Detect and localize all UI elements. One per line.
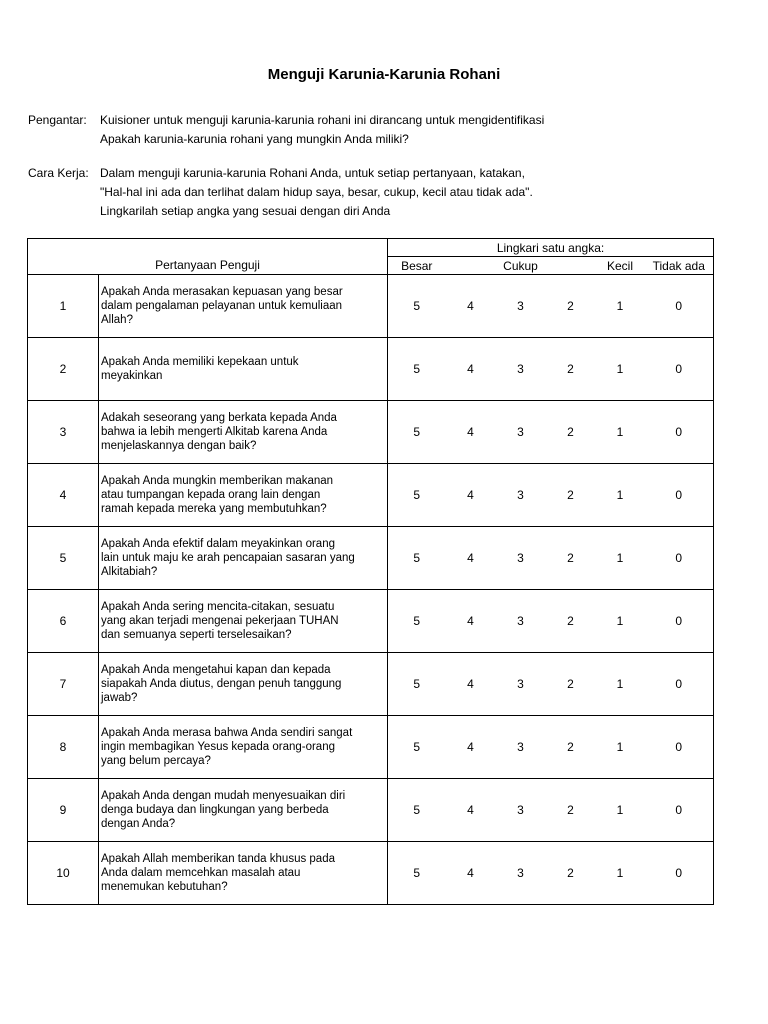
question-text-line: Apakah Anda merasakan kepuasan yang besar [101,286,343,298]
score-option[interactable]: 0 [645,527,714,590]
table-row [28,464,714,527]
score-option[interactable]: 3 [496,527,546,590]
score-option[interactable]: 0 [645,338,714,401]
score-option[interactable]: 1 [596,779,645,842]
score-option[interactable]: 0 [645,716,714,779]
score-option[interactable]: 5 [388,716,446,779]
score-option[interactable]: 1 [596,464,645,527]
table-row [28,716,714,779]
question-text-line: dengan Anda? [101,818,176,830]
question-text-line: Apakah Anda mungkin memberikan makanan [101,475,334,487]
scale-label: Kecil [596,257,645,275]
question-text-line: ramah kepada mereka yang membutuhkan? [101,503,327,515]
question-text-line: siapakah Anda diutus, dengan penuh tanggung [101,678,342,690]
score-option[interactable]: 5 [388,464,446,527]
question-text [99,842,388,905]
score-option[interactable]: 3 [496,653,546,716]
scale-label: Cukup [496,257,546,275]
question-text-line: yang belum percaya? [101,755,211,767]
question-number: 10 [28,842,99,905]
score-option[interactable]: 3 [496,401,546,464]
score-option[interactable]: 2 [546,716,596,779]
question-text-line: dan semuanya seperti terselesaikan? [101,629,292,641]
question-number: 6 [28,590,99,653]
question-text-line: menemukan kebutuhan? [101,881,228,893]
score-option[interactable]: 5 [388,275,446,338]
intro-line: Apakah karunia-karunia rohani yang mungkin Anda miliki? [100,132,409,146]
score-option[interactable]: 2 [546,527,596,590]
score-option[interactable]: 0 [645,401,714,464]
question-text-line: Allah? [101,314,133,326]
table-row [28,338,714,401]
score-option[interactable]: 1 [596,716,645,779]
score-option[interactable]: 5 [388,779,446,842]
table-row [28,653,714,716]
question-text-line: Apakah Anda mengetahui kapan dan kepada [101,664,331,676]
question-text-line: Apakah Anda dengan mudah menyesuaikan diri [101,790,346,802]
question-header: Pertanyaan Penguji [28,239,388,275]
score-option[interactable]: 4 [446,779,496,842]
question-text-line: bahwa ia lebih mengerti Alkitab karena Anda [101,426,328,438]
question-text-line: Apakah Anda merasa bahwa Anda sendiri sangat [101,727,353,739]
table-row [28,527,714,590]
question-text [99,401,388,464]
score-option[interactable]: 3 [496,338,546,401]
score-option[interactable]: 0 [645,275,714,338]
question-text [99,527,388,590]
question-number: 5 [28,527,99,590]
page-title: Menguji Karunia-Karunia Rohani [267,66,501,83]
table-row [28,590,714,653]
score-option[interactable]: 5 [388,338,446,401]
score-option[interactable]: 0 [645,653,714,716]
score-option[interactable]: 4 [446,401,496,464]
question-number: 4 [28,464,99,527]
score-option[interactable]: 3 [496,275,546,338]
score-option[interactable]: 3 [496,842,546,905]
score-option[interactable]: 4 [446,653,496,716]
score-option[interactable]: 1 [596,590,645,653]
score-option[interactable]: 5 [388,590,446,653]
score-option[interactable]: 3 [496,779,546,842]
score-option[interactable]: 1 [596,275,645,338]
scale-label: Tidak ada [645,257,714,275]
score-option[interactable]: 3 [496,464,546,527]
score-option[interactable]: 4 [446,590,496,653]
score-option[interactable]: 1 [596,401,645,464]
question-table [27,238,714,905]
intro-text [100,111,660,149]
score-option[interactable]: 1 [596,338,645,401]
question-number: 2 [28,338,99,401]
score-option[interactable]: 5 [388,842,446,905]
question-text [99,590,388,653]
intro-line: Kuisioner untuk menguji karunia-karunia rohani ini dirancang untuk mengidentifikasi [100,113,545,127]
question-text-line: Alkitabiah? [101,566,158,578]
score-option[interactable]: 1 [596,527,645,590]
scale-label: Besar [388,257,446,275]
method-label: Cara Kerja: [28,166,89,180]
table-row [28,842,714,905]
question-text [99,779,388,842]
score-option[interactable]: 2 [546,779,596,842]
question-text-line: Apakah Anda efektif dalam meyakinkan orang [101,538,335,550]
score-option[interactable]: 5 [388,527,446,590]
question-number: 1 [28,275,99,338]
table-row [28,401,714,464]
question-text-line: ingin membagikan Yesus kepada orang-orang [101,741,335,753]
question-number: 7 [28,653,99,716]
question-number: 9 [28,779,99,842]
score-option[interactable]: 2 [546,653,596,716]
question-number: 3 [28,401,99,464]
score-option[interactable]: 0 [645,464,714,527]
score-option[interactable]: 4 [446,716,496,779]
score-option[interactable]: 0 [645,590,714,653]
table-row [28,275,714,338]
score-option[interactable]: 2 [546,338,596,401]
question-text-line: Adakah seseorang yang berkata kepada Anda [101,412,337,424]
question-text-line: Apakah Allah memberikan tanda khusus pada [101,853,335,865]
question-text-line: meyakinkan [101,370,163,382]
score-option[interactable]: 4 [446,275,496,338]
table-row [28,779,714,842]
question-text [99,716,388,779]
score-option[interactable]: 3 [496,590,546,653]
score-option[interactable]: 4 [446,527,496,590]
question-text-line: jawab? [101,692,138,704]
score-option[interactable]: 5 [388,401,446,464]
question-text-line: Apakah Anda sering mencita-citakan, sesuatu [101,601,335,613]
method-line: "Hal-hal ini ada dan terlihat dalam hidup saya, besar, cukup, kecil atau tidak ada". [100,185,533,199]
question-text-line: yang akan terjadi mengenai pekerjaan TUHAN [101,615,339,627]
score-option[interactable]: 2 [546,590,596,653]
scale-label [446,257,496,275]
question-text-line: menjelaskannya dengan baik? [101,440,257,452]
score-option[interactable]: 0 [645,779,714,842]
method-line: Dalam menguji karunia-karunia Rohani Anda, untuk setiap pertanyaan, katakan, [100,166,525,180]
scale-label [546,257,596,275]
score-option[interactable]: 0 [645,842,714,905]
question-text-line: atau tumpangan kepada orang lain dengan [101,489,321,501]
score-option[interactable]: 2 [546,842,596,905]
question-text [99,464,388,527]
intro-label: Pengantar: [28,113,87,127]
question-text-line: dalam pengalaman pelayanan untuk kemuliaan [101,300,343,312]
score-option[interactable]: 4 [446,842,496,905]
method-line: Lingkarilah setiap angka yang sesuai dengan diri Anda [100,204,391,218]
score-option[interactable]: 2 [546,401,596,464]
circle-header: Lingkari satu angka: [388,239,714,257]
question-text-line: denga budaya dan lingkungan yang berbeda [101,804,329,816]
question-text [99,653,388,716]
question-text [99,338,388,401]
question-text-line: Anda dalam memcehkan masalah atau [101,867,301,879]
question-text-line: lain untuk maju ke arah pencapaian sasaran yang [101,552,355,564]
score-option[interactable]: 1 [596,653,645,716]
score-option[interactable]: 2 [546,464,596,527]
score-option[interactable]: 4 [446,464,496,527]
question-number: 8 [28,716,99,779]
method-text [100,164,660,221]
score-option[interactable]: 2 [546,275,596,338]
score-option[interactable]: 1 [596,842,645,905]
score-option[interactable]: 5 [388,653,446,716]
score-option[interactable]: 3 [496,716,546,779]
score-option[interactable]: 4 [446,338,496,401]
question-text [99,275,388,338]
question-text-line: Apakah Anda memiliki kepekaan untuk [101,356,299,368]
